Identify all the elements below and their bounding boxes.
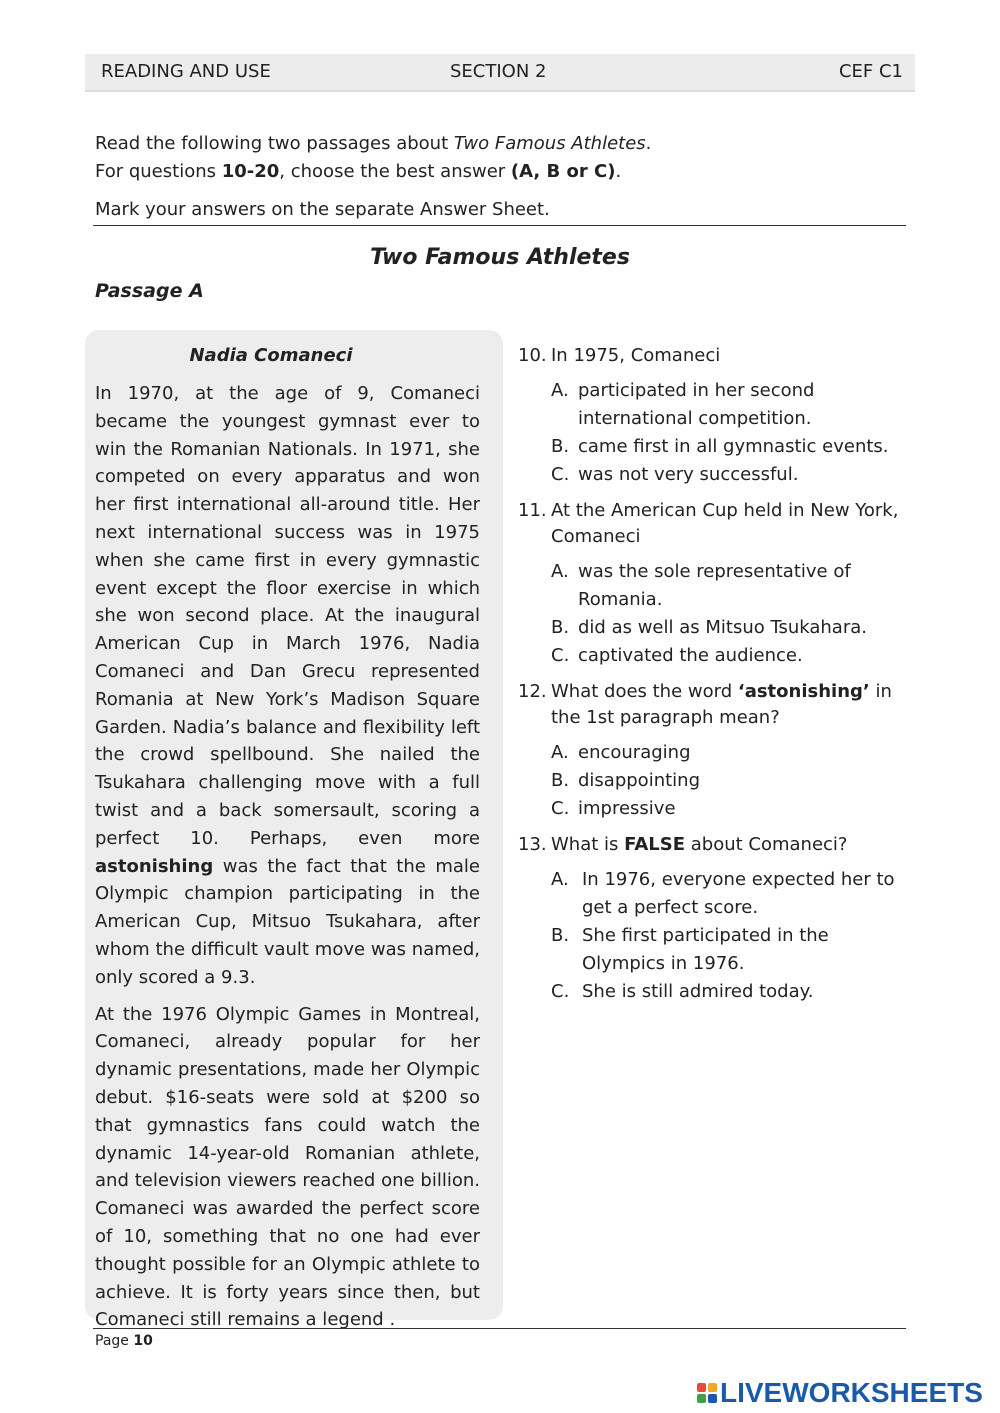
question-text: In 1975, Comaneci bbox=[551, 345, 721, 366]
logo-text: LIVEWORKSHEETS bbox=[720, 1377, 983, 1408]
option-a[interactable]: A. was the sole representative of Romania. bbox=[551, 561, 851, 610]
page-title: Two Famous Athletes bbox=[370, 245, 630, 270]
liveworksheets-logo-icon bbox=[697, 1383, 717, 1403]
passage-paragraph-1: In 1970, at the age of 9, Comaneci became the youngest gymnast ever to win the Romanian Nationals. In 1971, she competed on every apparatus and won her first international all-around title. Her next international success was in 1975 when she came first in every gymnastic event except the floor exercise in which she won second place. At the inaugural American Cup in March 1976, Nadia Comaneci and Dan Grecu represented Romania at New York’s Madison Square Garden. Nadia’s balance and flexibility left the crowd spellbound. She nailed the Tsukahara challenging move with a full twist and a back somersault, scoring a perfect 10. Perhaps, even more astonishing was the fact that the male Olympic champion participating in the American Cup, Mitsuo Tsukahara, after whom the difficult vault move was named, only scored a 9.3. bbox=[95, 383, 480, 988]
option-c[interactable]: C. was not very successful. bbox=[551, 464, 799, 485]
option-c[interactable]: C. captivated the audience. bbox=[551, 645, 803, 666]
option-b[interactable]: B. She first participated in the Olympics in 1976. bbox=[551, 925, 829, 974]
header-bar bbox=[85, 54, 915, 92]
header-section-number: SECTION 2 bbox=[450, 61, 547, 82]
option-a[interactable]: A. participated in her second international competition. bbox=[551, 380, 815, 429]
divider-bottom bbox=[93, 1328, 906, 1329]
question-number: 10. bbox=[518, 345, 547, 366]
passage-paragraph-2: At the 1976 Olympic Games in Montreal, Comaneci, already popular for her dynamic presentations, made her Olympic debut. $16-seats were sold at $200 so that gymnastics fans could watch the dynamic 14-year-old Romanian athlete, and television viewers reached one billion. Comaneci was awarded the perfect score of 10, something that no one had ever thought possible for an Olympic athlete to achieve. It is forty years since then, but Comaneci still remains a legend . bbox=[95, 1003, 480, 1331]
option-a[interactable]: A. In 1976, everyone expected her to get a perfect score. bbox=[551, 869, 895, 918]
option-b[interactable]: B. disappointing bbox=[551, 770, 701, 791]
option-c[interactable]: C. impressive bbox=[551, 798, 676, 819]
option-list bbox=[551, 739, 910, 823]
option-c[interactable]: C. She is still admired today. bbox=[551, 981, 814, 1002]
option-list bbox=[551, 558, 910, 670]
option-b[interactable]: B. did as well as Mitsuo Tsukahara. bbox=[551, 617, 867, 638]
highlighted-word: astonishing bbox=[95, 855, 214, 877]
passage-box bbox=[85, 330, 503, 1331]
instruction-line-1: Read the following two passages about Two Famous Athletes. bbox=[95, 133, 652, 154]
logo-square bbox=[708, 1383, 717, 1392]
logo-square bbox=[708, 1394, 717, 1403]
instruction-line-3: Mark your answers on the separate Answer Sheet. bbox=[95, 199, 550, 220]
header-level: CEF C1 bbox=[838, 61, 903, 82]
divider-top bbox=[93, 225, 906, 226]
header-section-name: READING AND USE bbox=[101, 61, 271, 82]
liveworksheets-logo bbox=[697, 1377, 983, 1409]
question-13 bbox=[518, 832, 910, 1006]
passage-title: Nadia Comaneci bbox=[189, 345, 353, 366]
option-list bbox=[551, 866, 910, 1006]
question-number: 12. bbox=[518, 681, 547, 702]
instruction-line-2: For questions 10-20, choose the best answer (A, B or C). bbox=[95, 161, 622, 182]
instructions bbox=[95, 130, 905, 224]
question-10 bbox=[518, 343, 910, 489]
question-11 bbox=[518, 498, 910, 670]
question-12 bbox=[518, 679, 910, 823]
logo-square bbox=[697, 1383, 706, 1392]
question-text: At the American Cup held in New York, Comaneci bbox=[551, 500, 899, 547]
option-list bbox=[551, 377, 910, 489]
option-b[interactable]: B. came first in all gymnastic events. bbox=[551, 436, 889, 457]
question-number: 13. bbox=[518, 834, 547, 855]
logo-square bbox=[697, 1394, 706, 1403]
passage-text bbox=[95, 380, 480, 1343]
page-number: Page 10 bbox=[95, 1333, 153, 1349]
question-text: What is FALSE about Comaneci? bbox=[551, 834, 848, 855]
questions-list bbox=[518, 343, 910, 1015]
option-a[interactable]: A. encouraging bbox=[551, 742, 691, 763]
passage-label: Passage A bbox=[95, 280, 204, 302]
question-number: 11. bbox=[518, 500, 547, 521]
question-text: What does the word ‘astonishing’ in the 1st paragraph mean? bbox=[551, 681, 892, 728]
